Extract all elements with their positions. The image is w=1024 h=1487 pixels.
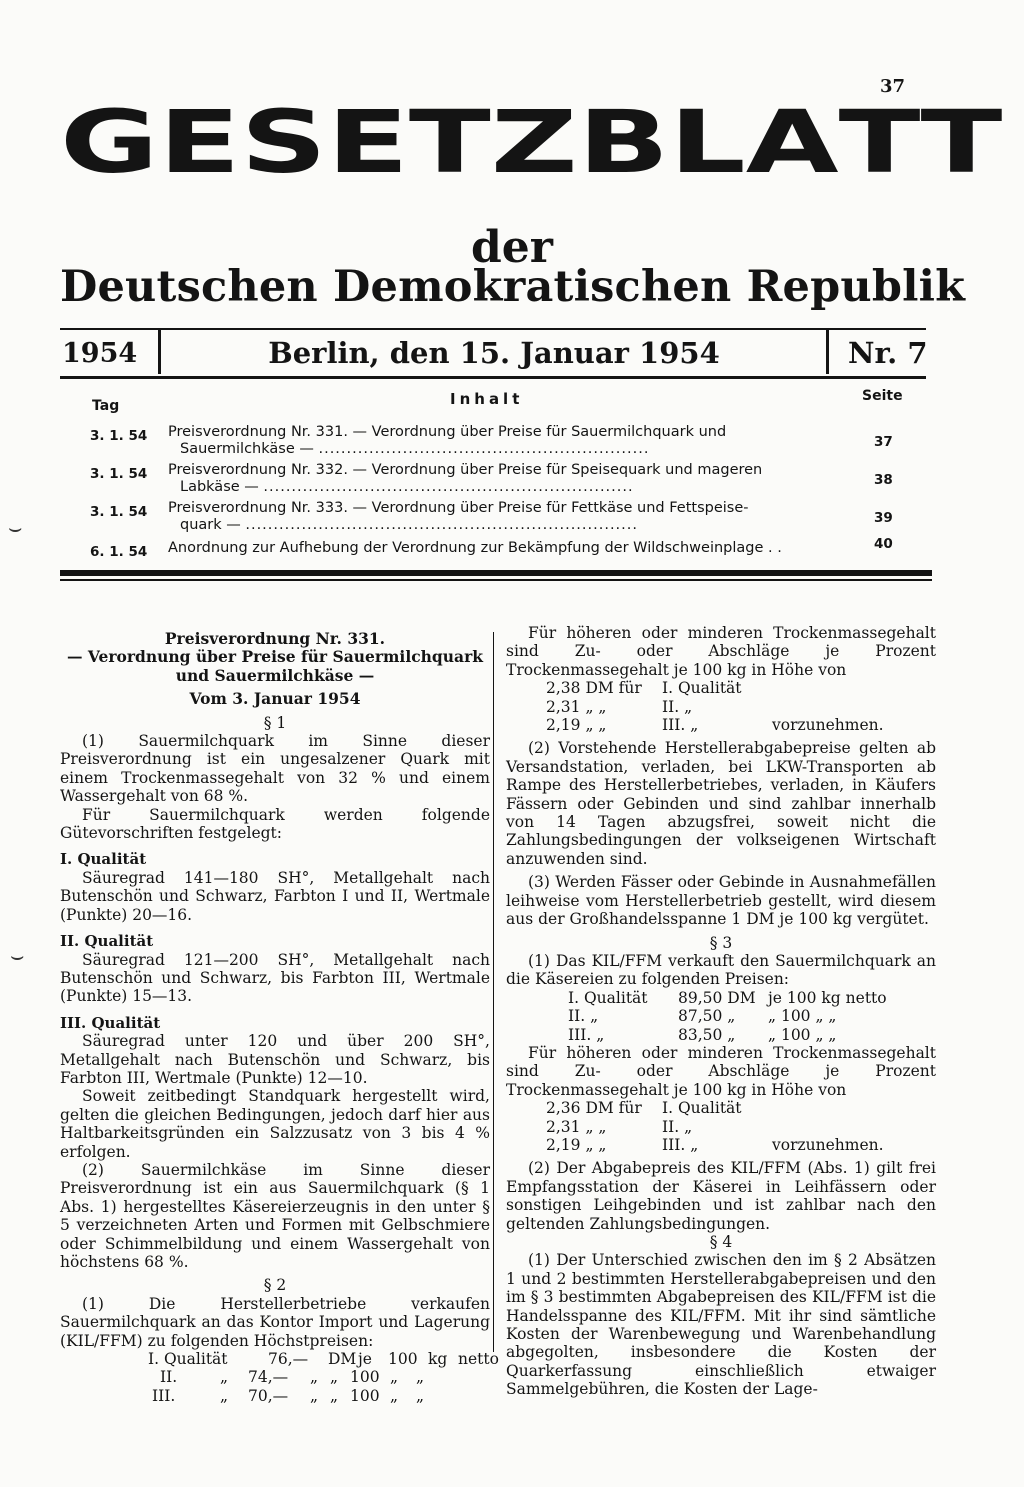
body-paragraph: Säuregrad 141—180 SH°, Metallgehalt nach Butenschön und Schwarz, Farbton I und II, Wertmale (Punkte) 20—16. [60,868,490,924]
price-cell: je 100 kg netto [768,988,887,1007]
adjustment-cell: 2,38 DM für [546,679,642,698]
body-paragraph: Für höheren oder minderen Trockenmassegehalt sind Zu- oder Abschläge je Prozent Trockenmassegehalt je 100 kg in Höhe von [506,1043,936,1099]
toc-title [168,540,826,557]
toc-page: 39 [874,510,893,526]
quality-heading: II. Qualität [60,932,154,951]
toc-leader-dots: ........................................................... [318,441,650,457]
price-cell: „ [220,1368,229,1387]
body-paragraph: (1) Der Unterschied zwischen den im § 2 Absätzen 1 und 2 bestimmten Herstellerabgabepreisen und den im § 3 bestimmten Abgabepreisen des KIL/FFM ist die Handelsspanne des KIL/FFM. Mit ihr sind sämtliche Kosten der Warenbewegung und Warenbehandlung abgegolten, insbesondere die Kosten der Quarkerfassung einschließlich etwaiger Sammelgebühren, die Kosten der Lage- [506,1251,936,1399]
issue-place-date: Berlin, den 15. Januar 1954 [268,336,720,370]
price-cell: „ [220,1386,229,1405]
adjustment-cell: I. Qualität [662,1099,742,1118]
adjustment-cell: I. Qualität [662,679,742,698]
price-cell: 100 [350,1368,380,1387]
price-cell: 89,50 DM [678,988,756,1007]
issue-year: 1954 [62,338,138,369]
toc-title-line: Preisverordnung Nr. 332. — Verordnung über Preise für Speisequark und mageren [168,462,763,478]
decree-title: Preisverordnung Nr. 331. [164,629,386,648]
toc-seite-heading: Seite [862,388,903,404]
masthead-letter: A [745,92,839,193]
paragraph-sign: § 1 [263,713,287,732]
page-number: 37 [880,76,906,97]
toc-entry [90,500,910,536]
adjustment-cell: III. „ [662,716,699,735]
adjustment-cell [772,1118,892,1136]
quality-heading: III. Qualität [60,1013,161,1032]
paragraph-sign: § 4 [709,1233,733,1251]
adjustment-cell: 2,19 „ „ [546,1135,607,1154]
body-paragraph: Für höheren oder minderen Trockenmassegehalt sind Zu- oder Abschläge je Prozent Trockenmassegehalt je 100 kg in Höhe von [506,624,936,679]
toc-title-line: quark — [180,517,241,533]
toc-title-line: Preisverordnung Nr. 331. — Verordnung über Preise für Sauermilchquark und [168,424,727,440]
body-paragraph: (2) Vorstehende Herstellerabgabepreise gelten ab Versandstation, verladen, bei LKW-Transporten ab Rampe des Herstellerbetriebes, verladen, in Käufers Fässern oder Gebinden und sind zahlbar innerhalb von 14 Tagen abzugsfrei, soweit nicht die Zahlungsbedingungen der volkseigenen Wirtschaft anzuwenden sind. [506,739,936,868]
price-cell: DM [328,1350,357,1369]
masthead-title [60,92,1003,193]
toc-date: 6. 1. 54 [90,544,148,560]
price-cell: „ [416,1386,425,1405]
decree-title: — Verordnung über Preise für Sauermilchquark [67,647,483,667]
toc-title-line: Anordnung zur Aufhebung der Verordnung zur Bekämpfung der Wildschweinplage . . [168,540,782,556]
price-cell: I. Qualität [148,1350,228,1369]
price-cell: 87,50 „ [678,1007,736,1026]
adjustment-cell: III. „ [662,1135,699,1154]
price-cell: II. „ [568,1007,599,1026]
toc-title-line: Labkäse — [180,479,259,495]
adjustment-cell: 2,36 DM für [546,1099,642,1118]
section-rule [60,570,932,576]
adjustment-cell: 2,31 „ „ [546,697,607,716]
body-paragraph: (2) Der Abgabepreis des KIL/FFM (Abs. 1) gilt frei Empfangsstation der Käserei in Leihfässern oder sonstigen Leihgebinden und ist zahlbar nach den geltenden Zahlungsbedingungen. [506,1159,936,1233]
price-cell: „ [310,1368,319,1387]
toc-title-line: Preisverordnung Nr. 333. — Verordnung über Preise für Fettkäse und Fettspeise- [168,500,749,516]
toc-title [168,424,826,458]
body-paragraph: (1) Das KIL/FFM verkauft den Sauermilchquark an die Käsereien zu folgenden Preisen: [506,951,936,989]
toc-title-line: Sauermilchkäse — [180,441,314,457]
toc-page: 37 [874,434,893,450]
masthead-der: der [471,222,553,273]
price-cell: 76,— [268,1350,309,1369]
price-cell: II. [160,1368,178,1387]
masthead-letter: E [158,92,241,193]
toc-title [168,462,826,496]
right-column [506,624,936,1399]
column-divider [493,632,494,1352]
masthead-republik: Deutschen Demokratischen Republik [60,262,966,312]
left-column [60,629,499,1405]
margin-mark-icon: ⌣ [10,944,25,969]
price-cell: 70,— [248,1386,289,1405]
toc-tag-heading: Tag [92,398,120,414]
toc-entry [90,536,910,560]
masthead-letter: S [240,92,327,193]
adjustment-cell: 2,19 „ „ [546,716,607,735]
price-cell: III. „ [568,1025,605,1044]
price-cell: 74,— [248,1368,289,1387]
price-table [148,1350,499,1369]
price-cell: netto [458,1350,499,1369]
price-cell: 83,50 „ [678,1025,736,1044]
decree-title: und Sauermilchkäse — [175,665,375,685]
adjustment-cell: vorzunehmen. [772,716,884,735]
body-paragraph: (2) Sauermilchkäse im Sinne dieser Preisverordnung ist ein aus Sauermilchquark (§ 1 Abs. 1) hergestelltes Käsereierzeugnis in den unter § 5 verzeichneten Arten und Formen mit Gelbschmiere oder Schimmelbildung und einem Wassergehalt von höchstens 68 %. [60,1160,490,1271]
paragraph-sign: § 3 [709,933,733,952]
toc-date: 3. 1. 54 [90,466,148,482]
price-cell: I. Qualität [568,988,648,1007]
body-paragraph: (3) Werden Fässer oder Gebinde in Ausnahmefällen leihweise vom Herstellerbetrieb gestellt, wird diesem aus der Großhandelsspanne 1 DM je 100 kg vergütet. [506,873,936,929]
masthead-letter: G [60,92,159,193]
toc-page: 40 [874,536,893,552]
price-cell: 100 [350,1386,380,1405]
section-rule [60,579,932,581]
toc-date: 3. 1. 54 [90,428,148,444]
adjustment-cell [772,698,892,716]
body-paragraph: (1) Die Herstellerbetriebe verkaufen Sauermilchquark an das Kontor Import und Lagerung (KIL/FFM) zu folgenden Höchstpreisen: [60,1294,490,1350]
toc-entry [90,424,910,460]
price-cell: „ 100 „ „ [768,1025,837,1044]
masthead-letter: L [669,92,746,193]
price-cell: „ [330,1386,339,1405]
toc-entry [90,462,910,498]
price-cell: „ [330,1368,339,1387]
price-row [160,1368,490,1386]
price-cell: „ [310,1386,319,1405]
toc-leader-dots: .................................................................. [263,479,634,495]
price-cell: „ 100 „ „ [768,1007,837,1026]
price-cell: III. [152,1386,176,1405]
toc-title [168,500,826,534]
body-paragraph: Säuregrad 121—200 SH°, Metallgehalt nach Butenschön und Schwarz, bis Farbton III, Wertmale (Punkte) 15—13. [60,950,490,1006]
price-cell: „ [416,1368,425,1387]
toc-date: 3. 1. 54 [90,504,148,520]
masthead-letter: Z [490,92,578,193]
issue-divider [826,330,829,374]
price-row [152,1387,490,1405]
adjustment-table [546,679,936,734]
price-table [568,989,936,1044]
price-cell: 100 [388,1350,418,1369]
toc-leader-dots: ...................................................................... [245,517,638,533]
toc-inhalt-heading: Inhalt [450,390,524,408]
price-cell: je [358,1350,372,1369]
masthead-letter: T [838,92,921,193]
masthead-letter: E [326,92,409,193]
masthead-letter: T [920,92,1003,193]
body-paragraph: (1) Sauermilchquark im Sinne dieser Preisverordnung ist ein ungesalzener Quark mit einem Trockenmassegehalt von 32 % und einem Wassergehalt von 68 %. [60,732,490,806]
masthead-letter: B [577,92,670,193]
body-paragraph: Soweit zeitbedingt Standquark hergestellt wird, gelten die gleichen Bedingungen, jedoch darf hier aus Haltbarkeitsgründen ein Salzzusatz von 3 bis 4 % erfolgen. [60,1087,490,1161]
adjustment-cell: II. „ [662,697,693,716]
adjustment-cell [772,1099,892,1117]
quality-heading: I. Qualität [60,850,147,869]
body-paragraph: Für Sauermilchquark werden folgende Gütevorschriften festgelegt: [60,805,490,843]
price-cell: kg [428,1350,448,1369]
margin-mark-icon: ⌣ [8,516,23,541]
paragraph-sign: § 2 [263,1276,287,1295]
body-paragraph: Säuregrad unter 120 und über 200 SH°, Metallgehalt nach Butenschön und Schwarz, bis Farbton III, Wertmale (Punkte) 12—10. [60,1032,490,1087]
price-cell: „ [390,1368,399,1387]
adjustment-cell: II. „ [662,1117,693,1136]
issue-number: Nr. 7 [848,336,928,370]
decree-date: Vom 3. Januar 1954 [189,689,361,709]
price-cell: „ [390,1386,399,1405]
adjustment-cell: 2,31 „ „ [546,1117,607,1136]
adjustment-cell [772,679,892,697]
adjustment-table [546,1099,936,1154]
toc-page: 38 [874,472,893,488]
adjustment-cell: vorzunehmen. [772,1135,884,1154]
masthead-letter: T [408,92,491,193]
